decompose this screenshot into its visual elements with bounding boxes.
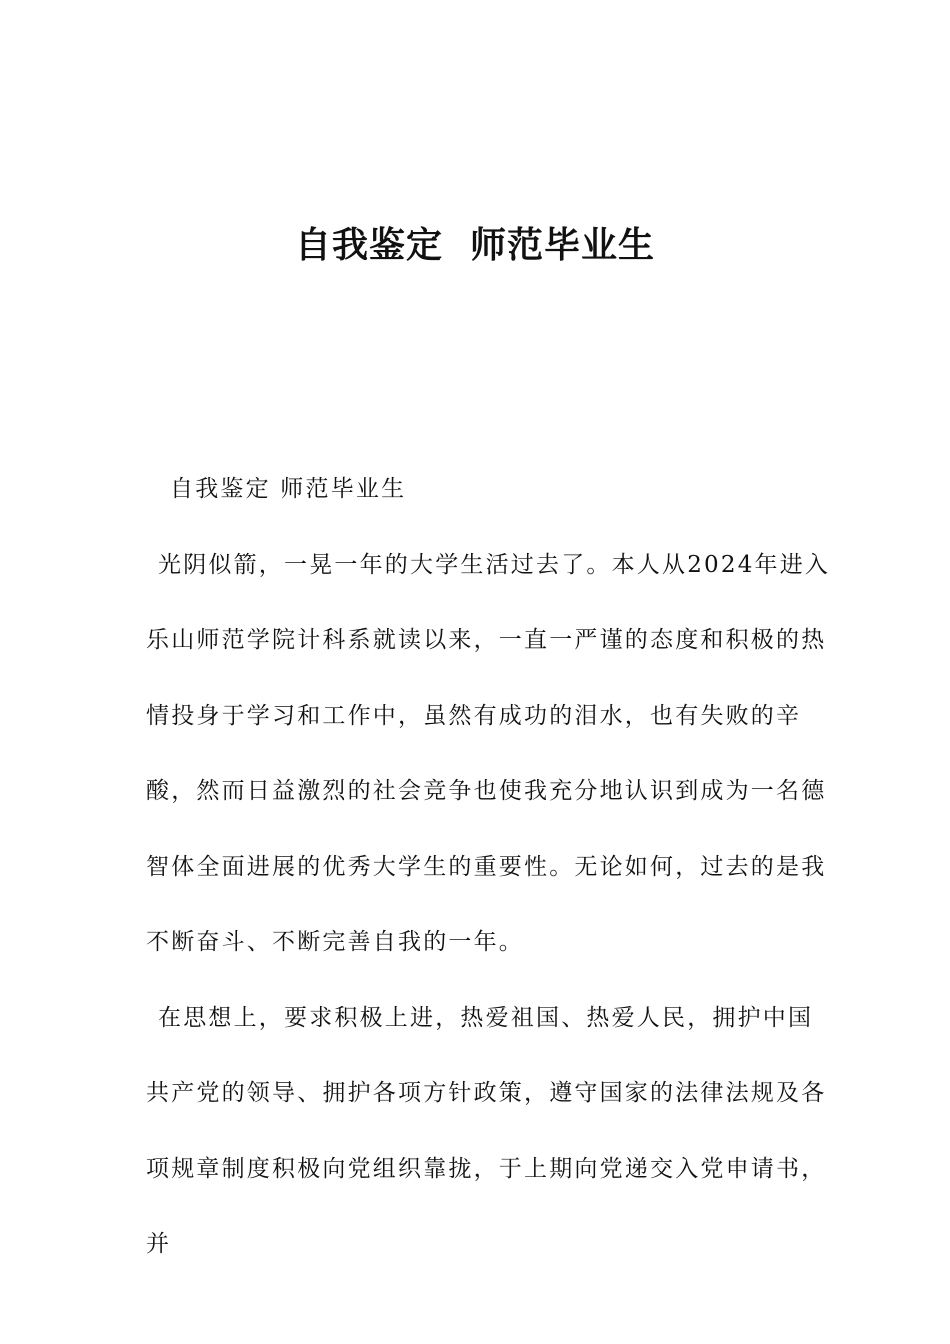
- paragraph-2: 在思想上，要求积极上进，热爱祖国、热爱人民，拥护中国共产党的领导、拥护各项方针政策，遵守国家的法律法规及各项规章制度积极向党组织靠拢，于上期向党递交入党申请书，并: [146, 1004, 827, 1257]
- document-title: 自我鉴定 师范毕业生: [294, 225, 656, 266]
- document-body: [146, 452, 836, 1283]
- paragraph-1: 光阴似箭，一晃一年的大学生活过去了。本人从2024年进入乐山师范学院计科系就读以来，一直一严谨的态度和积极的热情投身于学习和工作中，虽然有成功的泪水，也有失败的辛酸，然而日益激烈的社会竞争也使我充分地认识到成为一名德智体全面进展的优秀大学生的重要性。无论如何，过去的是我不断奋斗、不断完善自我的一年。: [146, 551, 831, 955]
- document-subtitle: 自我鉴定 师范毕业生: [170, 476, 407, 502]
